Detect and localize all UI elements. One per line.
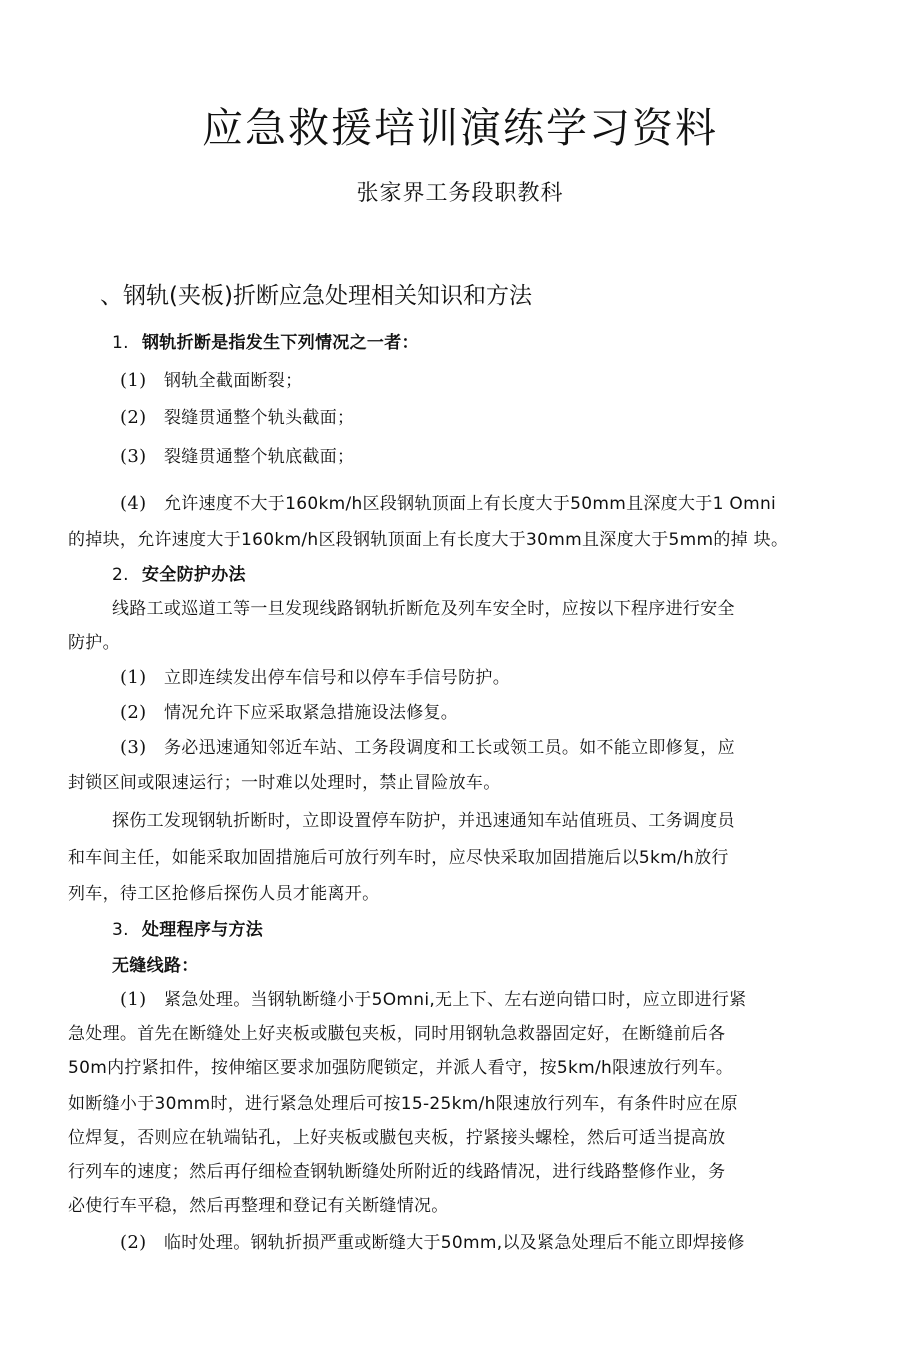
part3-heading (112, 918, 263, 942)
part3-item1-line6: 行列车的速度；然后再仔细检查钢轨断缝处所附近的线路情况，进行线路整修作业，务 (68, 1162, 726, 1182)
part3-number: 3. (112, 920, 129, 940)
part3-heading-text: 处理程序与方法 (142, 920, 264, 940)
part1-item4-line1 (120, 492, 776, 516)
section-heading: 、钢轨(夹板)折断应急处理相关知识和方法 (100, 283, 532, 309)
part3-item1-line4: 如断缝小于30mm时，进行紧急处理后可按15-25km/h限速放行列车，有条件时应在原 (68, 1094, 738, 1114)
part1-heading-text: 钢轨折断是指发生下列情况之一者： (142, 333, 419, 353)
part3-item1-line5: 位焊复，否则应在轨端钻孔，上好夹板或臌包夹板，拧紧接头螺栓，然后可适当提高放 (68, 1128, 726, 1148)
part2-intro-line1: 线路工或巡道工等一旦发现线路钢轨折断危及列车安全时，应按以下程序进行安全 (112, 599, 735, 619)
document-title: 应急救援培训演练学习资料 (202, 104, 718, 152)
list-number: (4) (120, 493, 147, 514)
list-number: (1) (120, 989, 147, 1010)
list-text: 立即连续发出停车信号和以停车手信号防护。 (164, 668, 510, 688)
list-number: (1) (120, 370, 147, 391)
part2-item (120, 666, 510, 690)
list-number: (3) (120, 446, 147, 467)
part1-item (120, 406, 354, 430)
document-subtitle: 张家界工务段职教科 (356, 181, 564, 206)
part2-item (120, 736, 735, 760)
list-number: (1) (120, 667, 147, 688)
list-text: 务必迅速通知邻近车站、工务段调度和工长或领工员。如不能立即修复，应 (164, 738, 735, 758)
list-number: (2) (120, 702, 147, 723)
list-number: (2) (120, 1232, 147, 1253)
part2-heading-text: 安全防护办法 (142, 565, 246, 585)
part3-subheading: 无缝线路： (112, 956, 199, 976)
list-text: 钢轨全截面断裂； (164, 371, 303, 391)
part3-item1-line2: 急处理。首先在断缝处上好夹板或臌包夹板，同时用钢轨急救器固定好，在断缝前后各 (68, 1024, 726, 1044)
part2-item (120, 701, 458, 725)
part3-item (120, 988, 746, 1012)
part2-heading (112, 563, 246, 587)
part3-item1-line7: 必使行车平稳，然后再整理和登记有关断缝情况。 (68, 1196, 449, 1216)
list-text: 裂缝贯通整个轨头截面； (164, 408, 355, 428)
list-text: 允许速度不大于160km/h区段钢轨顶面上有长度大于50mm且深度大于1 Omni (164, 494, 777, 514)
list-text: 裂缝贯通整个轨底截面； (164, 447, 355, 467)
list-text: 情况允许下应采取紧急措施设法修复。 (164, 703, 459, 723)
list-text: 临时处理。钢轨折损严重或断缝大于50mm,以及紧急处理后不能立即焊接修 (164, 1233, 745, 1253)
list-number: (3) (120, 737, 147, 758)
part2-number: 2. (112, 565, 129, 585)
part1-item (120, 369, 302, 393)
part2-para-line3: 列车，待工区抢修后探伤人员才能离开。 (68, 884, 380, 904)
part1-item (120, 445, 354, 469)
part3-item (120, 1231, 745, 1255)
list-number: (2) (120, 407, 147, 428)
part1-heading (112, 331, 419, 355)
part2-intro-line2: 防护。 (68, 633, 120, 653)
part2-item3-line2: 封锁区间或限速运行；一时难以处理时，禁止冒险放车。 (68, 773, 501, 793)
part3-item1-line3: 50m内拧紧扣件，按伸缩区要求加强防爬锁定，并派人看守，按5km/h限速放行列车。 (68, 1058, 734, 1078)
list-text: 紧急处理。当钢轨断缝小于5Omni,无上下、左右逆向错口时，应立即进行紧 (164, 990, 747, 1010)
part1-item4-line2: 的掉块，允许速度大于160km/h区段钢轨顶面上有长度大于30mm且深度大于5mm的掉 块。 (68, 530, 789, 550)
part2-para-line1: 探伤工发现钢轨折断时，立即设置停车防护，并迅速通知车站值班员、工务调度员 (112, 811, 735, 831)
part2-para-line2: 和车间主任，如能采取加固措施后可放行列车时，应尽快采取加固措施后以5km/h放行 (68, 848, 729, 868)
part1-number: 1. (112, 333, 129, 353)
